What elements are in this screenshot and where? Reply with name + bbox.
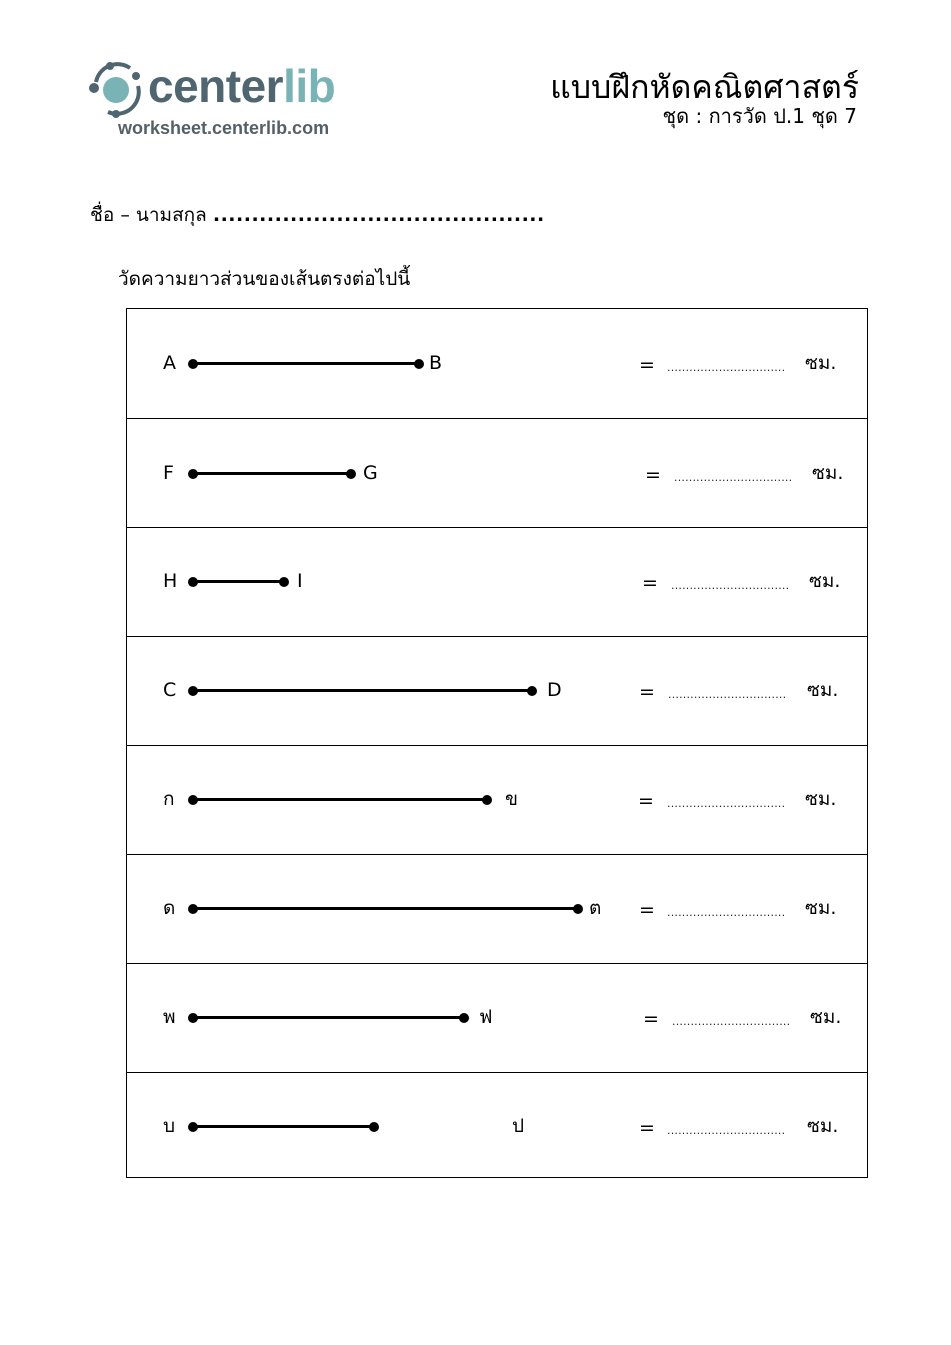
answer-blank[interactable]: ................................ [667,361,786,374]
answer-blank[interactable]: ................................ [667,906,786,919]
line-segment [193,798,487,801]
segment-start-label: C [163,679,177,701]
line-segment [193,1016,464,1019]
segment-start-label: ด [163,897,176,919]
segment-start-label: ก [163,788,175,810]
unit-label: ซม. [809,570,841,592]
line-segment [193,580,284,583]
segment-end-label: G [363,462,378,484]
segment-row [127,418,867,527]
segment-end-label: ฟ [479,1006,493,1028]
line-segment [193,1125,374,1128]
equals-sign: = [639,354,655,376]
segment-start-point [188,577,198,587]
answer-blank[interactable]: ................................ [674,471,793,484]
answer-blank[interactable]: ................................ [672,1015,791,1028]
segment-end-point [482,795,492,805]
segment-end-label: ข [505,788,518,810]
equals-sign: = [639,681,655,703]
segment-table [126,308,868,1178]
segment-start-label: พ [163,1006,176,1028]
segment-end-label: B [429,352,443,374]
segment-row [127,1072,867,1181]
segment-row [127,745,867,854]
segment-row [127,527,867,636]
name-field [90,200,545,230]
segment-row [127,963,867,1072]
segment-end-label: D [547,679,562,701]
segment-start-label: A [163,352,176,374]
equals-sign: = [639,899,655,921]
equals-sign: = [639,1117,655,1139]
segment-end-point [346,469,356,479]
worksheet-title: แบบฝึกหัดคณิตศาสตร์ [550,68,859,106]
line-segment [193,472,351,475]
segment-end-point [369,1122,379,1132]
segment-end-point [279,577,289,587]
segment-start-point [188,469,198,479]
equals-sign: = [638,790,654,812]
answer-blank[interactable]: ................................ [668,688,787,701]
segment-start-point [188,359,198,369]
unit-label: ซม. [805,897,837,919]
equals-sign: = [642,572,658,594]
answer-blank[interactable]: ................................ [671,579,790,592]
segment-end-label: ต [589,897,602,919]
segment-end-label: I [297,570,303,592]
answer-blank[interactable]: ................................ [667,797,786,810]
line-segment [193,362,419,365]
logo-site-url: worksheet.centerlib.com [118,118,330,138]
line-segment [193,689,532,692]
segment-row [127,854,867,963]
segment-start-point [188,904,198,914]
segment-start-point [188,795,198,805]
unit-label: ซม. [812,462,844,484]
segment-start-label: บ [163,1115,176,1137]
line-segment [193,907,578,910]
segment-row [127,636,867,745]
unit-label: ซม. [805,352,837,374]
answer-blank[interactable]: ................................ [667,1124,786,1137]
unit-label: ซม. [805,788,837,810]
equals-sign: = [645,464,661,486]
name-blank[interactable]: ........................................... [212,204,545,226]
segment-start-point [188,1013,198,1023]
logo-wordmark: centerlib [148,60,336,112]
segment-start-label: F [163,462,174,484]
unit-label: ซม. [810,1006,842,1028]
segment-row [127,309,867,418]
segment-start-label: H [163,570,178,592]
centerlib-logo [86,56,376,146]
segment-start-point [188,1122,198,1132]
worksheet-subtitle: ชุด : การวัด ป.1 ชุด 7 [662,104,857,128]
instruction-text: วัดความยาวส่วนของเส้นตรงต่อไปนี้ [118,268,411,290]
segment-start-point [188,686,198,696]
segment-end-point [573,904,583,914]
logo-orbit-icon [86,58,148,120]
equals-sign: = [643,1008,659,1030]
segment-end-label: ป [512,1115,525,1137]
segment-end-point [414,359,424,369]
unit-label: ซม. [807,1115,839,1137]
segment-end-point [459,1013,469,1023]
unit-label: ซม. [807,679,839,701]
name-label: ชื่อ – นามสกุล [90,204,207,226]
segment-end-point [527,686,537,696]
